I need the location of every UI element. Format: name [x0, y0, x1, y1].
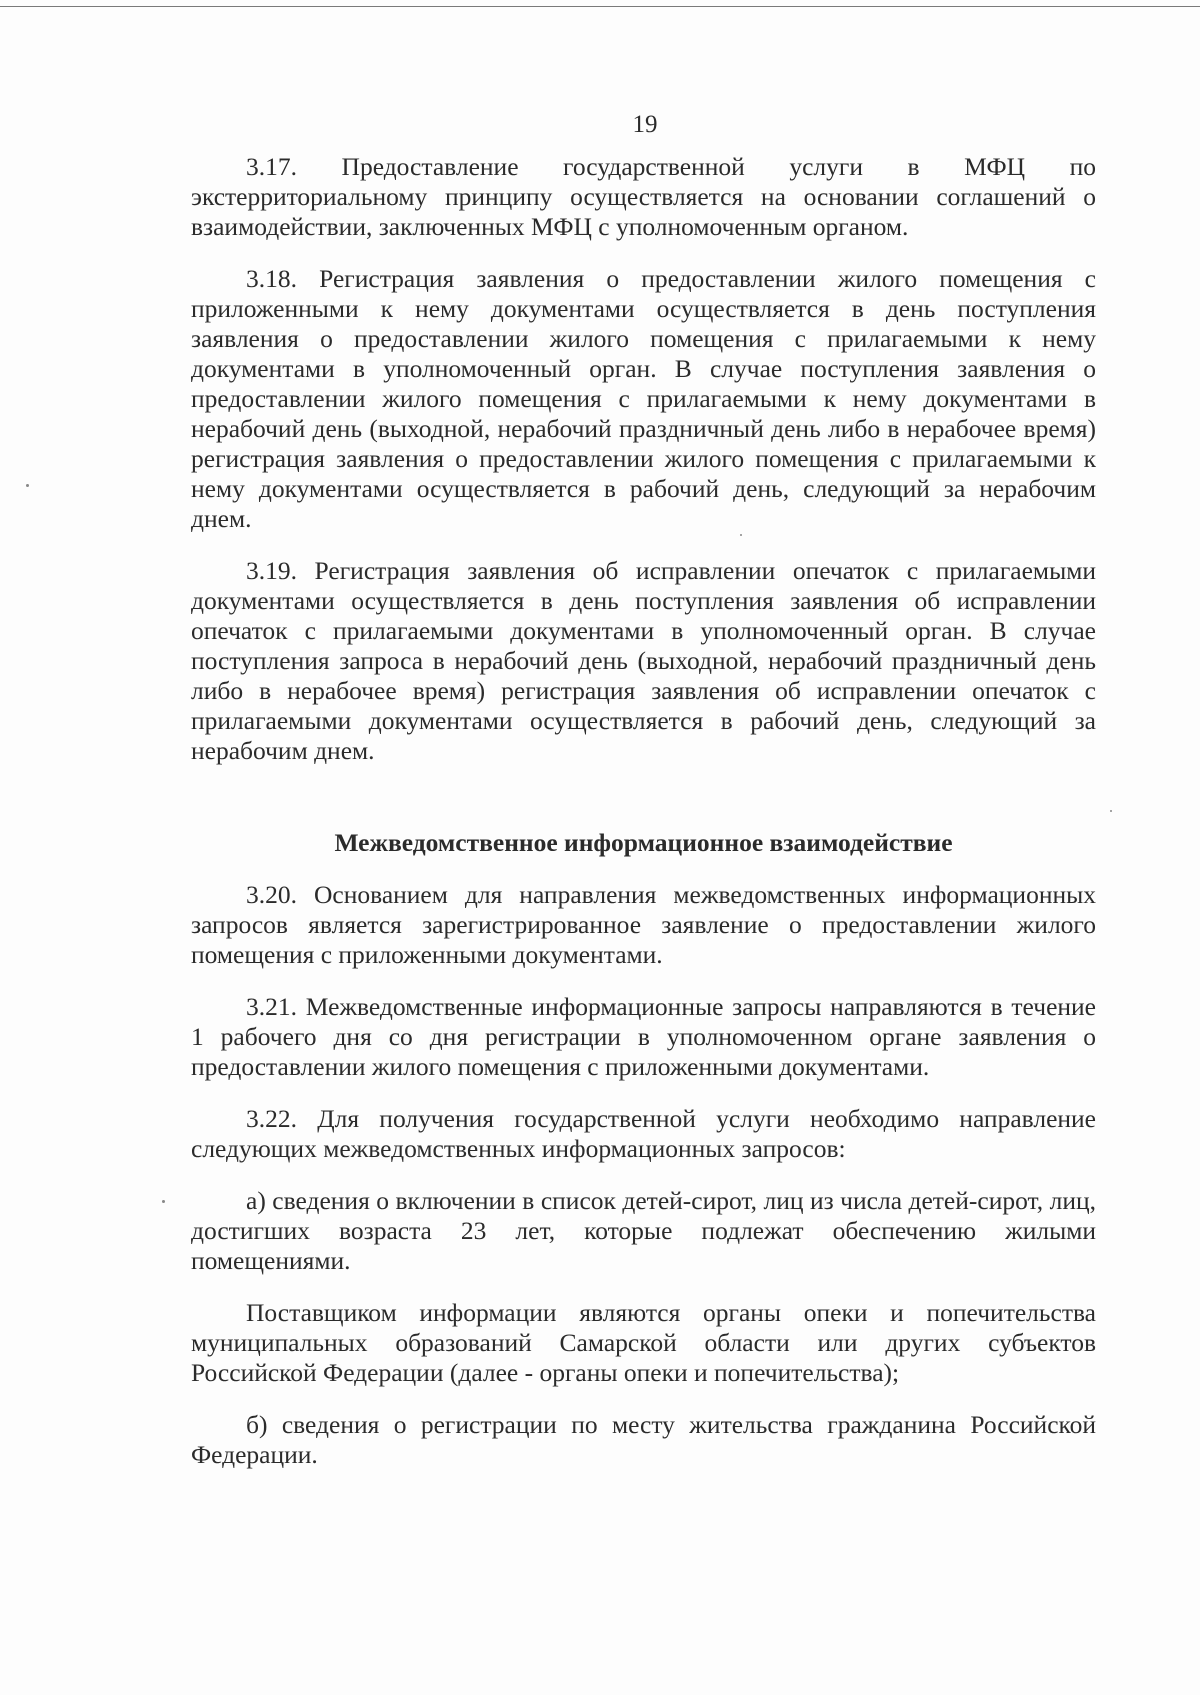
paragraph-item-b: б) сведения о регистрации по месту жительства гражданина Российской Федерации.	[191, 1410, 1096, 1469]
scan-edge-line	[0, 6, 1200, 7]
paragraph-3-17: 3.17. Предоставление государственной услуги в МФЦ по экстерриториальному принципу осуществляется на основании соглашений о взаимодействии, заключенных МФЦ с уполномоченным органом.	[191, 152, 1096, 241]
paragraph-3-18: 3.18. Регистрация заявления о предоставлении жилого помещения с приложенными к нему документами осуществляется в день поступления заявления о предоставлении жилого помещения с прилагаемыми к нему документами в уполномоченный орган. В случае поступления заявления о предоставлении жилого помещения с прилагаемыми к нему документами в нерабочий день (выходной, нерабочий праздничный день либо в нерабочее время) регистрация заявления о предоставлении жилого помещения с прилагаемыми к нему документами осуществляется в рабочий день, следующий за нерабочим днем.	[191, 264, 1096, 533]
paragraph-3-21: 3.21. Межведомственные информационные запросы направляются в течение 1 рабочего дня со дня регистрации в уполномоченном органе заявления о предоставлении жилого помещения с приложенными документами.	[191, 992, 1096, 1081]
scan-speck	[26, 484, 29, 487]
paragraph-item-a: а) сведения о включении в список детей-сирот, лиц из числа детей-сирот, лиц, достигших возраста 23 лет, которые подлежат обеспечению жилыми помещениями.	[191, 1186, 1096, 1275]
paragraph-3-19: 3.19. Регистрация заявления об исправлении опечаток с прилагаемыми документами осуществляется в день поступления заявления об исправлении опечаток с прилагаемыми документами в уполномоченный орган. В случае поступления запроса в нерабочий день (выходной, нерабочий праздничный день либо в нерабочее время) регистрация заявления об исправлении опечаток с прилагаемыми документами осуществляется в рабочий день, следующий за нерабочим днем.	[191, 556, 1096, 765]
paragraph-supplier: Поставщиком информации являются органы опеки и попечительства муниципальных образований Самарской области или других субъектов Российской Федерации (далее - органы опеки и попечительства);	[191, 1298, 1096, 1387]
section-heading: Межведомственное информационное взаимодействие	[334, 828, 953, 857]
page-number: 19	[632, 111, 658, 138]
scan-speck	[740, 534, 742, 536]
document-body	[191, 152, 1096, 1470]
paragraph-3-22: 3.22. Для получения государственной услуги необходимо направление следующих межведомственных информационных запросов:	[191, 1104, 1096, 1163]
paragraph-3-20: 3.20. Основанием для направления межведомственных информационных запросов является зарегистрированное заявление о предоставлении жилого помещения с приложенными документами.	[191, 880, 1096, 969]
scan-speck	[162, 1200, 165, 1203]
scan-speck	[1110, 810, 1112, 812]
